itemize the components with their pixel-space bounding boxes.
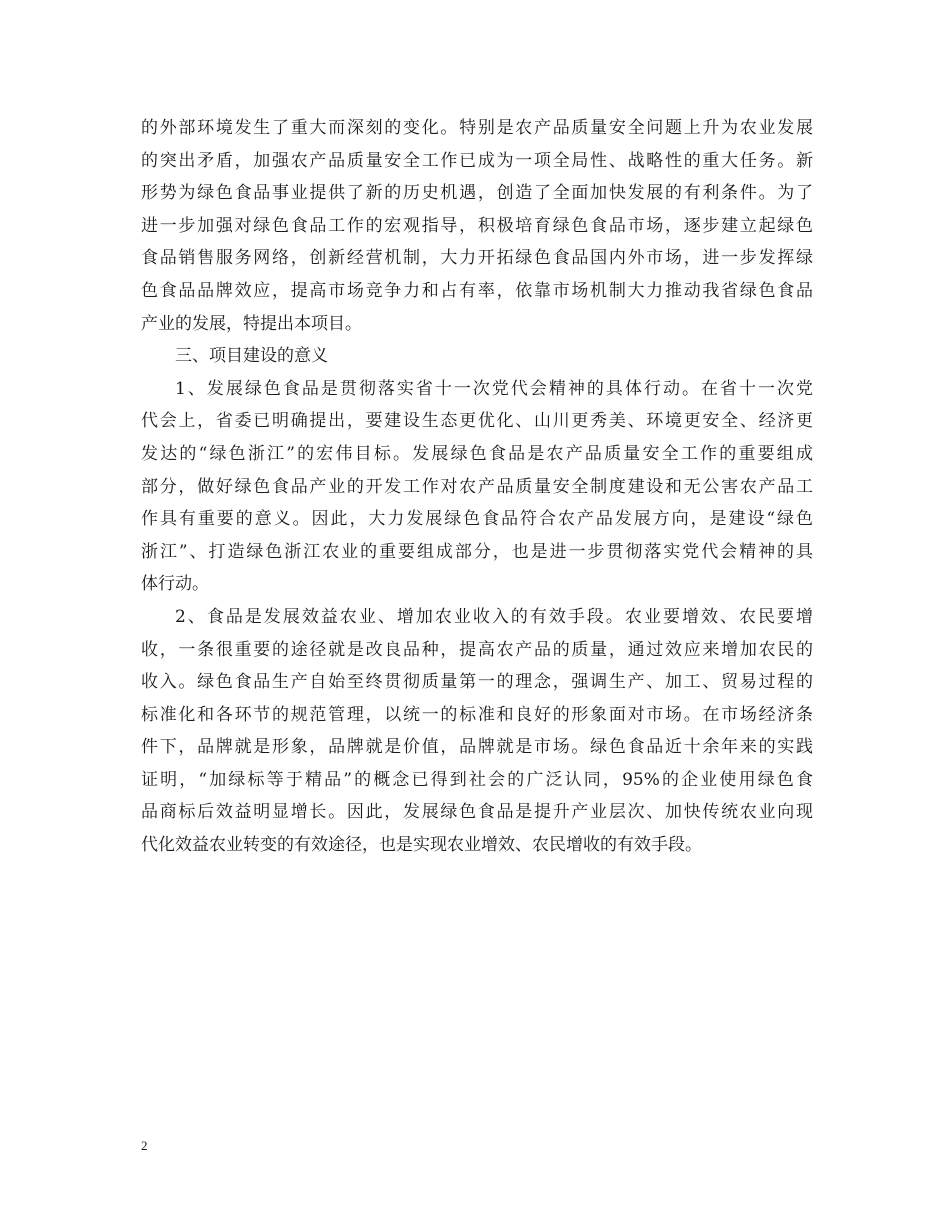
text-line: 证明，“加绿标等于精品”的概念已得到社会的广泛认同，95%的企业使用绿色食 (141, 769, 813, 790)
text-line: 作具有重要的意义。因此，大力发展绿色食品符合农产品发展方向，是建设“绿色 (141, 509, 813, 530)
text-line: 的外部环境发生了重大而深刻的变化。特别是农产品质量安全问题上升为农业发展 (141, 118, 813, 138)
text-line: 食品销售服务网络，创新经营机制，大力开拓绿色食品国内外市场，进一步发挥绿 (141, 248, 813, 269)
text-line: 进一步加强对绿色食品工作的宏观指导，积极培育绿色食品市场，逐步建立起绿色 (141, 215, 813, 236)
text-line: 品商标后效益明显增长。因此，发展绿色食品是提升产业层次、加快传统农业向现 (141, 802, 813, 823)
text-line: 发达的“绿色浙江”的宏伟目标。发展绿色食品是农产品质量安全工作的重要组成 (141, 443, 813, 464)
page-number: 2 (141, 1138, 148, 1153)
text-line: 标准化和各环节的规范管理，以统一的标准和良好的形象面对市场。在市场经济条 (141, 704, 813, 725)
text-line: 2、食品是发展效益农业、增加农业收入的有效手段。农业要增效、农民要增 (175, 606, 813, 627)
text-line: 收入。绿色食品生产自始至终贯彻质量第一的理念，强调生产、加工、贸易过程的 (141, 672, 813, 693)
text-line: 部分，做好绿色食品产业的开发工作对农产品质量安全制度建设和无公害农产品工 (141, 476, 813, 497)
text-line: 色食品品牌效应，提高市场竞争力和占有率，依靠市场机制大力推动我省绿色食品 (141, 280, 813, 301)
text-line: 体行动。 (141, 574, 209, 595)
text-line: 件下，品牌就是形象，品牌就是价值，品牌就是市场。绿色食品近十余年来的实践 (141, 737, 813, 758)
body-text (141, 112, 813, 862)
section-heading: 三、项目建设的意义 (175, 346, 328, 367)
text-line: 形势为绿色食品事业提供了新的历史机遇，创造了全面加快发展的有利条件。为了 (141, 183, 813, 204)
text-line: 产业的发展，特提出本项目。 (141, 313, 362, 334)
text-line: 代化效益农业转变的有效途径，也是实现农业增效、农民增收的有效手段。 (141, 835, 702, 856)
text-line: 的突出矛盾，加强农产品质量安全工作已成为一项全局性、战略性的重大任务。新 (141, 150, 813, 171)
text-line: 代会上，省委已明确提出，要建设生态更优化、山川更秀美、环境更安全、经济更 (141, 411, 813, 432)
text-line: 浙江”、打造绿色浙江农业的重要组成部分，也是进一步贯彻落实党代会精神的具 (141, 541, 813, 562)
text-line: 1、发展绿色食品是贯彻落实省十一次党代会精神的具体行动。在省十一次党 (175, 378, 813, 399)
text-line: 收，一条很重要的途径就是改良品种，提高农产品的质量，通过效应来增加农民的 (141, 639, 813, 660)
